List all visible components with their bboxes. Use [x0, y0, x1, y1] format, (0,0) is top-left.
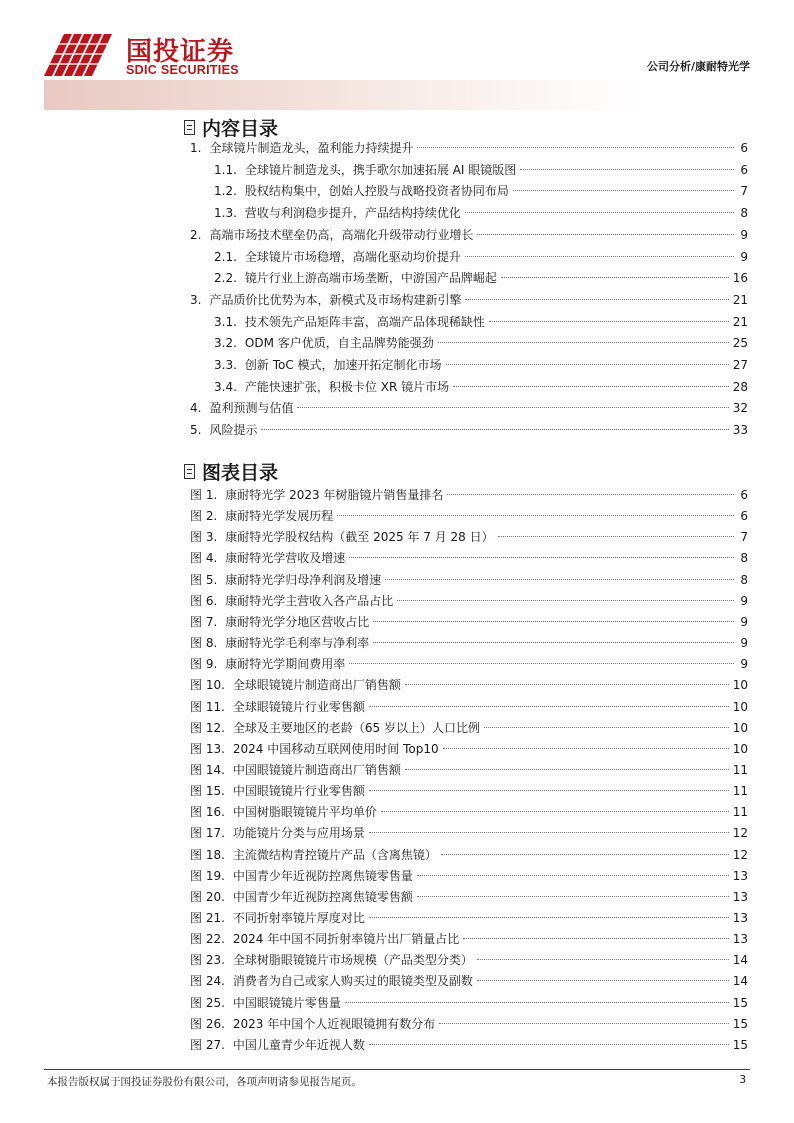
figures-entry-number: 图 16.	[190, 805, 225, 820]
figures-entry-page: 9	[740, 614, 748, 629]
dot-leader	[501, 277, 729, 278]
figures-entry[interactable]	[190, 993, 748, 1014]
figures-entry-page: 12	[732, 826, 748, 841]
dot-leader	[513, 190, 734, 191]
figures-entry-title: 中国眼镜镜片零售量	[232, 995, 341, 1010]
figures-entry[interactable]	[190, 548, 748, 569]
contents-entry-title: 高端市场技术壁垒仍高，高端化升级带动行业增长	[209, 227, 474, 242]
contents-entry[interactable]	[190, 398, 748, 419]
figures-entry[interactable]	[190, 612, 748, 633]
figures-entry-number: 图 21.	[190, 911, 225, 925]
figures-entry[interactable]	[190, 1014, 748, 1035]
figures-entry-page: 9	[740, 636, 748, 651]
figures-entry-page: 7	[740, 530, 748, 545]
figures-entry-number: 图 1.	[190, 488, 218, 502]
figures-entry-number: 图 15.	[190, 784, 225, 799]
figures-entry-page: 6	[740, 488, 748, 502]
figures-entry[interactable]	[190, 971, 748, 992]
figures-entry[interactable]	[190, 675, 748, 696]
contents-entry-page: 25	[732, 336, 748, 351]
figures-entry-page: 13	[732, 932, 748, 947]
figures-entry[interactable]	[190, 718, 748, 739]
dot-leader	[439, 1023, 728, 1024]
contents-entry[interactable]	[214, 247, 748, 268]
figures-entry[interactable]	[190, 739, 748, 760]
dot-leader	[477, 959, 729, 960]
contents-entry-number: 3.3.	[214, 358, 237, 372]
dot-leader	[446, 364, 729, 365]
figures-entry-page: 13	[732, 911, 748, 925]
figures-entry[interactable]	[190, 781, 748, 802]
footer-divider	[44, 1069, 750, 1070]
sdic-logo-mark-icon	[42, 30, 120, 78]
figures-entry-page: 14	[732, 974, 748, 989]
dot-leader	[405, 769, 729, 770]
figures-entry-number: 图 5.	[190, 572, 218, 587]
dot-leader	[484, 727, 729, 728]
dot-leader	[447, 494, 734, 495]
figures-entry[interactable]	[190, 866, 748, 887]
contents-entry-number: 3.4.	[214, 379, 237, 394]
dot-leader	[337, 515, 734, 516]
contents-entry[interactable]	[214, 312, 748, 333]
contents-entry-title: 盈利预测与估值	[209, 401, 294, 416]
figures-entry-title: 中国眼镜镜片行业零售额	[232, 784, 365, 799]
figures-entry-title: 康耐特光学毛利率与净利率	[225, 636, 370, 651]
figures-entry-title: 主流微结构青控镜片产品（含离焦镜）	[232, 847, 437, 862]
contents-entry-page: 33	[732, 423, 748, 438]
contents-entry-page: 9	[740, 249, 748, 264]
dot-leader	[477, 234, 734, 235]
figures-entry-page: 15	[732, 1016, 748, 1031]
figures-entry[interactable]	[190, 506, 748, 527]
dot-leader	[465, 299, 728, 300]
dot-leader	[397, 600, 734, 601]
figures-entry[interactable]	[190, 845, 748, 866]
dot-leader	[463, 938, 728, 939]
figures-entry-title: 全球眼镜镜片制造商出厂销售额	[232, 678, 401, 693]
figures-entry-page: 9	[740, 593, 748, 608]
contents-entry-number: 4.	[190, 401, 202, 416]
dot-leader	[489, 321, 729, 322]
figures-entry-title: 全球眼镜镜片行业零售额	[232, 699, 365, 714]
contents-entry-number: 3.	[190, 292, 202, 307]
figures-entry-title: 2023 年中国个人近视眼镜拥有数分布	[232, 1016, 436, 1031]
figures-entry-title: 消费者为自己或家人购买过的眼镜类型及副数	[232, 974, 473, 989]
contents-entry[interactable]	[214, 333, 748, 354]
dot-leader	[417, 896, 729, 897]
contents-entry[interactable]	[214, 203, 748, 224]
contents-entry[interactable]	[214, 160, 748, 181]
contents-title	[184, 114, 278, 141]
contents-entry-title: 镜片行业上游高端市场垄断，中游国产品牌崛起	[244, 271, 497, 286]
figures-entry[interactable]	[190, 908, 748, 929]
figures-entry[interactable]	[190, 929, 748, 950]
contents-entry-number: 3.1.	[214, 314, 237, 329]
contents-entry-number: 2.	[190, 227, 202, 242]
contents-entry-title: 全球镜片制造龙头，携手歌尔加速拓展 AI 眼镜版图	[244, 162, 517, 177]
dot-leader	[498, 536, 734, 537]
figures-entry-page: 13	[732, 889, 748, 904]
contents-entry-number: 1.2.	[214, 184, 237, 199]
company-logo	[42, 30, 262, 80]
contents-entry-title: 产品质价比优势为本，新模式及市场构建新引擎	[209, 292, 462, 307]
figures-entry-page: 10	[732, 741, 748, 756]
dot-leader	[349, 557, 734, 558]
figures-entry-number: 图 6.	[190, 593, 218, 608]
figures-entry[interactable]	[190, 591, 748, 612]
figures-entry-number: 图 27.	[190, 1037, 225, 1052]
contents-entry[interactable]	[190, 138, 748, 159]
figures-entry-page: 15	[732, 1037, 748, 1052]
contents-entry-title: ODM 客户优质，自主品牌势能强劲	[244, 336, 434, 351]
dot-leader	[453, 386, 729, 387]
dot-leader	[477, 980, 729, 981]
dot-leader	[443, 748, 729, 749]
figures-entry[interactable]	[190, 697, 748, 718]
figures-entry-title: 康耐特光学分地区营收占比	[225, 614, 370, 629]
contents-entry-page: 8	[740, 206, 748, 221]
figures-entry-page: 8	[740, 572, 748, 587]
figures-entry-title: 中国青少年近视防控离焦镜零售额	[232, 889, 413, 904]
contents-entry-number: 1.1.	[214, 162, 237, 177]
contents-entry[interactable]	[190, 290, 748, 311]
figures-entry-number: 图 2.	[190, 509, 218, 524]
dot-leader	[405, 684, 729, 685]
figures-entry[interactable]	[190, 887, 748, 908]
report-type-label: 公司分析/康耐特光学	[646, 60, 750, 73]
dot-leader	[369, 832, 729, 833]
brand-name-cn: 国投证券	[126, 37, 235, 67]
contents-entry-number: 2.1.	[214, 249, 237, 264]
figures-entry-number: 图 22.	[190, 932, 225, 947]
figures-entry-page: 11	[732, 805, 748, 820]
figures-entry-title: 全球及主要地区的老龄（65 岁以上）人口比例	[232, 720, 480, 735]
contents-title-text: 内容目录	[202, 118, 279, 140]
figures-entry-title: 2024 中国移动互联网使用时间 Top10	[232, 741, 439, 756]
figures-entry-title: 不同折射率镜片厚度对比	[232, 911, 365, 925]
figures-entry-title: 康耐特光学主营收入各产品占比	[225, 593, 394, 608]
figures-entry-page: 6	[740, 509, 748, 524]
figures-entry-title: 康耐特光学归母净利润及增速	[225, 572, 382, 587]
contents-entry-title: 股权结构集中，创始人控股与战略投资者协同布局	[244, 184, 509, 199]
figures-entry-page: 9	[740, 657, 748, 672]
contents-entry-title: 全球镜片制造龙头，盈利能力持续提升	[209, 141, 414, 155]
dot-leader	[345, 1002, 729, 1003]
dot-leader	[417, 147, 734, 148]
footer-disclaimer: 本报告版权属于国投证券股份有限公司，各项声明请参见报告尾页。	[47, 1076, 362, 1088]
figures-entry-number: 图 3.	[190, 530, 218, 545]
figures-entry-number: 图 8.	[190, 636, 218, 651]
dot-leader	[369, 917, 729, 918]
figures-entry-number: 图 26.	[190, 1016, 225, 1031]
contents-entry-page: 27	[732, 358, 748, 372]
figures-entry-title: 中国眼镜镜片制造商出厂销售额	[232, 762, 401, 777]
figures-entry-page: 15	[732, 995, 748, 1010]
figures-entry-number: 图 11.	[190, 699, 225, 714]
figures-entry[interactable]	[190, 823, 748, 844]
dot-leader	[385, 579, 734, 580]
dot-leader	[373, 642, 734, 643]
figures-entry-number: 图 20.	[190, 889, 225, 904]
figures-entry[interactable]	[190, 527, 748, 548]
figures-entry-number: 图 19.	[190, 868, 225, 883]
contents-entry-title: 全球镜片市场稳增，高端化驱动均价提升	[244, 249, 461, 264]
page-number: 3	[739, 1074, 746, 1086]
document-icon	[184, 120, 195, 135]
contents-entry-page: 16	[732, 271, 748, 286]
contents-entry-page: 21	[732, 292, 748, 307]
figures-entry-title: 康耐特光学股权结构（截至 2025 年 7 月 28 日）	[225, 530, 494, 545]
contents-entry[interactable]	[214, 268, 748, 289]
contents-entry-page: 6	[740, 141, 748, 155]
figures-entry-title: 康耐特光学期间费用率	[225, 657, 346, 672]
contents-entry-title: 风险提示	[209, 423, 258, 438]
header-gradient-band	[44, 80, 644, 110]
contents-entry-title: 营收与利润稳步提升，产品结构持续优化	[244, 206, 461, 221]
dot-leader	[369, 1044, 729, 1045]
contents-entry[interactable]	[190, 225, 748, 246]
figures-entry[interactable]	[190, 633, 748, 654]
figures-entry-page: 13	[732, 868, 748, 883]
figures-entry-number: 图 4.	[190, 551, 218, 566]
figures-entry-title: 康耐特光学营收及增速	[225, 551, 346, 566]
figures-entry-page: 8	[740, 551, 748, 566]
contents-entry-number: 3.2.	[214, 336, 237, 351]
figures-entry-title: 全球树脂眼镜镜片市场规模（产品类型分类）	[232, 953, 473, 968]
contents-entry-page: 9	[740, 227, 748, 242]
contents-entry-number: 2.2.	[214, 271, 237, 286]
figures-entry-page: 12	[732, 847, 748, 862]
figures-entry[interactable]	[190, 802, 748, 823]
contents-entry-page: 7	[740, 184, 748, 199]
figures-entry-title: 2024 年中国不同折射率镜片出厂销量占比	[232, 932, 460, 947]
figures-entry-title: 中国青少年近视防控离焦镜零售量	[232, 868, 413, 883]
dot-leader	[261, 429, 728, 430]
dot-leader	[381, 811, 729, 812]
figures-entry-page: 10	[732, 678, 748, 693]
contents-entry-title: 创新 ToC 模式，加速开拓定制化市场	[244, 358, 442, 372]
figures-entry-page: 11	[732, 784, 748, 799]
figures-entry[interactable]	[190, 485, 748, 506]
figures-entry[interactable]	[190, 570, 748, 591]
figures-entry-number: 图 25.	[190, 995, 225, 1010]
dot-leader	[438, 342, 729, 343]
figures-entry-number: 图 10.	[190, 678, 225, 693]
contents-entry-title: 产能快速扩张，积极卡位 XR 镜片市场	[244, 379, 450, 394]
figures-entry-page: 10	[732, 720, 748, 735]
figures-entry-title: 康耐特光学 2023 年树脂镜片销售量排名	[225, 488, 444, 502]
dot-leader	[441, 854, 729, 855]
dot-leader	[297, 407, 728, 408]
figures-entry-title: 中国儿童青少年近视人数	[232, 1037, 365, 1052]
dot-leader	[369, 706, 729, 707]
figures-entry-page: 10	[732, 699, 748, 714]
dot-leader	[349, 663, 734, 664]
contents-entry[interactable]	[214, 181, 748, 202]
contents-entry-page: 21	[732, 314, 748, 329]
figures-entry-title: 中国树脂眼镜镜片平均单价	[232, 805, 377, 820]
page-header	[0, 0, 794, 112]
figures-entry-number: 图 13.	[190, 741, 225, 756]
figures-entry-number: 图 14.	[190, 762, 225, 777]
contents-entry-number: 1.	[190, 141, 202, 155]
contents-entry-title: 技术领先产品矩阵丰富，高端产品体现稀缺性	[244, 314, 485, 329]
dot-leader	[369, 790, 729, 791]
figures-entry-number: 图 9.	[190, 657, 218, 672]
figures-entry-page: 14	[732, 953, 748, 968]
contents-entry-page: 32	[732, 401, 748, 416]
contents-entry[interactable]	[190, 420, 748, 441]
figures-entry[interactable]	[190, 1035, 748, 1056]
figures-entry-number: 图 18.	[190, 847, 225, 862]
figures-entry-number: 图 17.	[190, 826, 225, 841]
figures-entry[interactable]	[190, 950, 748, 971]
figures-entry[interactable]	[190, 760, 748, 781]
brand-name-en: SDIC SECURITIES	[126, 63, 239, 77]
figures-entry-page: 11	[732, 762, 748, 777]
dot-leader	[520, 169, 734, 170]
figures-title-text: 图表目录	[202, 462, 279, 484]
contents-entry[interactable]	[214, 377, 748, 398]
contents-entry-page: 6	[740, 162, 748, 177]
figures-entry-number: 图 7.	[190, 614, 218, 629]
contents-entry-number: 5.	[190, 423, 202, 438]
figures-title	[184, 458, 278, 485]
figures-entry[interactable]	[190, 654, 748, 675]
figures-entry-number: 图 12.	[190, 720, 225, 735]
contents-entry[interactable]	[214, 355, 748, 376]
dot-leader	[373, 621, 734, 622]
dot-leader	[465, 212, 734, 213]
figures-entry-title: 功能镜片分类与应用场景	[232, 826, 365, 841]
contents-entry-number: 1.3.	[214, 206, 237, 221]
figures-entry-title: 康耐特光学发展历程	[225, 509, 334, 524]
figures-entry-number: 图 24.	[190, 974, 225, 989]
dot-leader	[417, 875, 729, 876]
document-icon	[184, 464, 195, 479]
contents-entry-page: 28	[732, 379, 748, 394]
figures-entry-number: 图 23.	[190, 953, 225, 968]
dot-leader	[465, 256, 734, 257]
